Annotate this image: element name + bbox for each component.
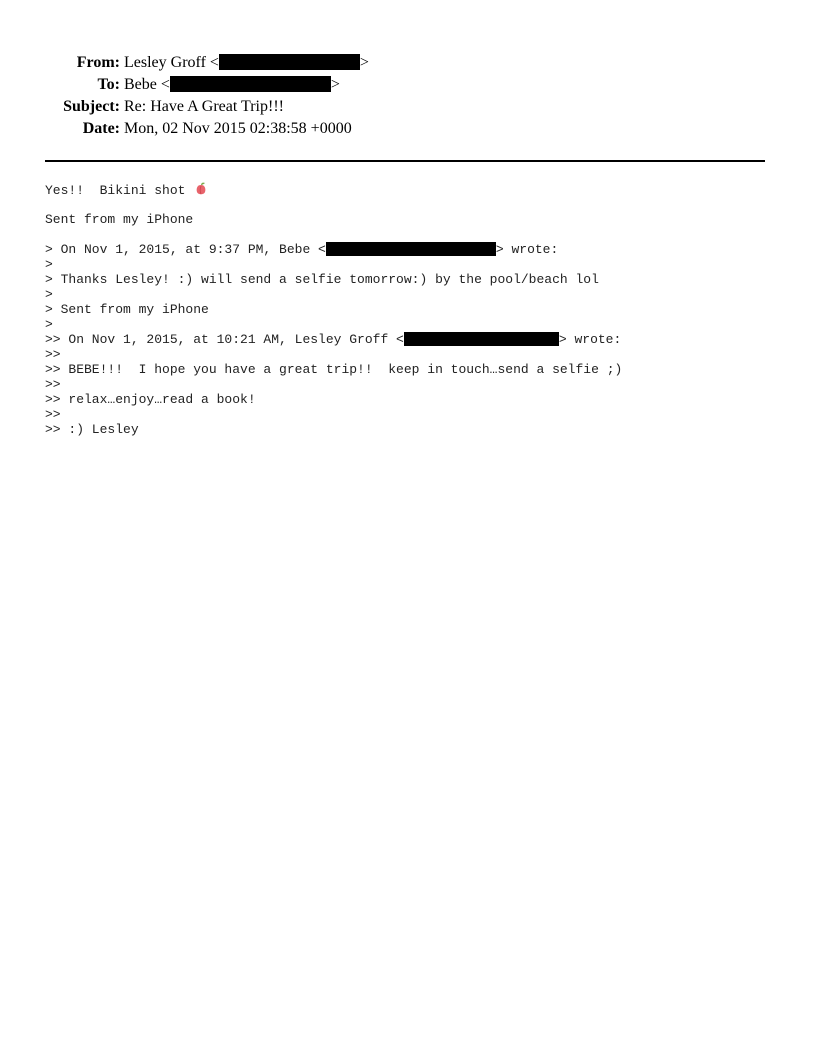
redaction-box [326, 242, 496, 256]
quote-line: > [45, 317, 53, 332]
to-value [124, 74, 340, 96]
quote-line: >> [45, 377, 61, 392]
quote-text: >> On Nov 1, 2015, at 10:21 AM, Lesley Groff < [45, 332, 404, 347]
quote-line: >> [45, 407, 61, 422]
from-name: Lesley Groff < [124, 54, 219, 71]
subject-label: Subject: [63, 98, 120, 115]
from-value [124, 52, 369, 74]
from-close: > [359, 54, 369, 71]
quote-text: > On Nov 1, 2015, at 9:37 PM, Bebe < [45, 242, 326, 257]
quote-line: >> relax…enjoy…read a book! [45, 392, 256, 407]
email-body [45, 182, 622, 437]
redaction-box [219, 54, 360, 70]
quote-line: >> [45, 347, 61, 362]
quote-text: > wrote: [495, 242, 559, 257]
quote-text: > wrote: [558, 332, 622, 347]
to-name: Bebe < [124, 76, 170, 93]
to-close: > [330, 76, 340, 93]
reply-line [45, 182, 622, 197]
quote-line: >> :) Lesley [45, 422, 139, 437]
quote-line: > [45, 287, 53, 302]
header-divider [45, 160, 765, 162]
date-label: Date: [82, 120, 120, 137]
quote-line [45, 242, 622, 257]
reply-text: Yes!! Bikini shot [45, 183, 194, 198]
signature-line: Sent from my iPhone [45, 212, 194, 227]
to-label: To: [97, 76, 120, 93]
redaction-box [170, 76, 331, 92]
quote-line: >> BEBE!!! I hope you have a great trip!! keep in touch…send a selfie ;) [45, 362, 623, 377]
quote-line: > [45, 257, 53, 272]
redaction-box [404, 332, 559, 346]
from-label: From: [76, 54, 120, 71]
peach-emoji-icon [195, 182, 207, 200]
quote-line: > Thanks Lesley! :) will send a selfie tomorrow:) by the pool/beach lol [45, 272, 599, 287]
quote-line [45, 332, 622, 347]
subject-value: Re: Have A Great Trip!!! [124, 98, 284, 115]
date-value: Mon, 02 Nov 2015 02:38:58 +0000 [124, 120, 352, 137]
quote-line: > Sent from my iPhone [45, 302, 209, 317]
